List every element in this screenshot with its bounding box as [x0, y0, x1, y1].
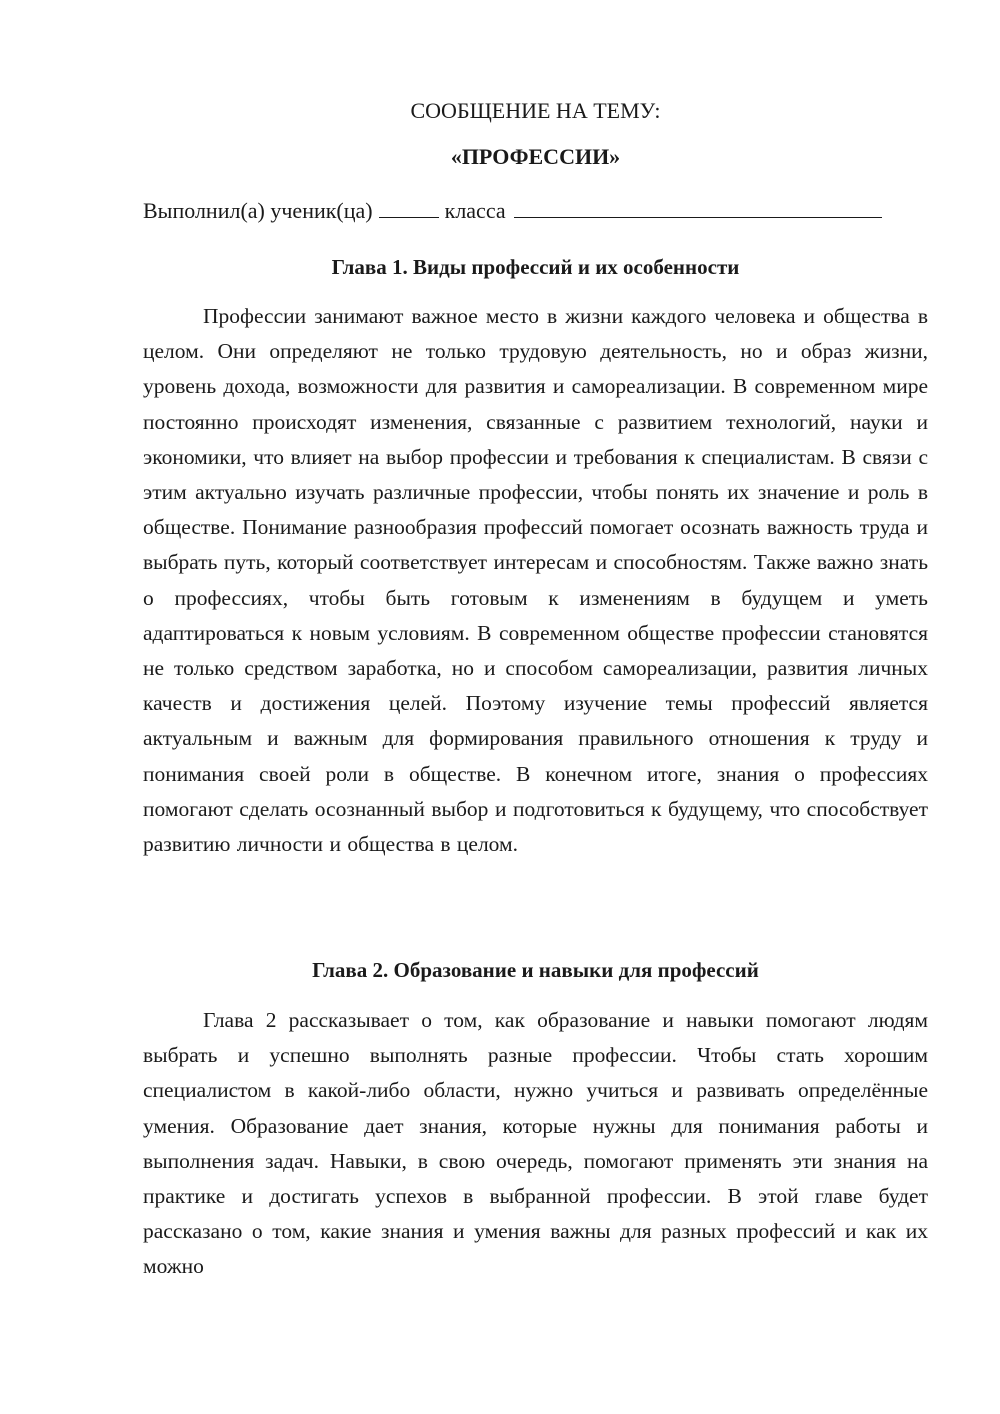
- chapter-2-text: Глава 2 рассказывает о том, как образование и навыки помогают людям выбрать и успешно выполнять разные профессии. Чтобы стать хорошим специалистом в какой-либо области, нужно учиться и развивать определённые умения. Образование дает знания, которые нужны для понимания работы и выполнения задач. Навыки, в свою очередь, помогают применять эти знания на практике и достигать успехов в выбранной профессии. В этой главе будет рассказано о том, какие знания и умения важны для разных профессий и как их можно: [143, 1008, 928, 1279]
- chapter-1-text: Профессии занимают важное место в жизни каждого человека и общества в целом. Они определяют не только трудовую деятельность, но и образ жизни, уровень дохода, возможности для развития и самореализации. В современном мире постоянно происходят изменения, связанные с развитием технологий, науки и экономики, что влияет на выбор профессии и требования к специалистам. В связи с этим актуально изучать различные профессии, чтобы понять их значение и роль в обществе. Понимание разнообразия профессий помогает осознать важность труда и выбрать путь, который соответствует интересам и способностям. Также важно знать о профессиях, чтобы быть готовым к изменениям в будущем и уметь адаптироваться к новым условиям. В современном обществе профессии становятся не только средством заработка, но и способом самореализации, развития личных качеств и достижения целей. Поэтому изучение темы профессий является актуальным и важным для формирования правильного отношения к труду и понимания своей роли в обществе. В конечном итоге, знания о профессиях помогают сделать осознанный выбор и подготовиться к будущему, что способствует развитию личности и общества в целом.: [143, 304, 928, 857]
- chapter-1-heading: Глава 1. Виды профессий и их особенности: [331, 255, 740, 279]
- chapter-2-heading: Глава 2. Образование и навыки для профессий: [312, 958, 759, 982]
- author-prefix: Выполнил(а) ученик(ца): [143, 198, 373, 223]
- author-middle: класса: [444, 198, 506, 223]
- grade-blank: [379, 198, 439, 218]
- document-title: СООБЩЕНИЕ НА ТЕМУ:: [410, 98, 661, 123]
- author-line: [143, 197, 928, 225]
- name-blank: [514, 198, 882, 218]
- document-topic: «ПРОФЕССИИ»: [450, 144, 621, 169]
